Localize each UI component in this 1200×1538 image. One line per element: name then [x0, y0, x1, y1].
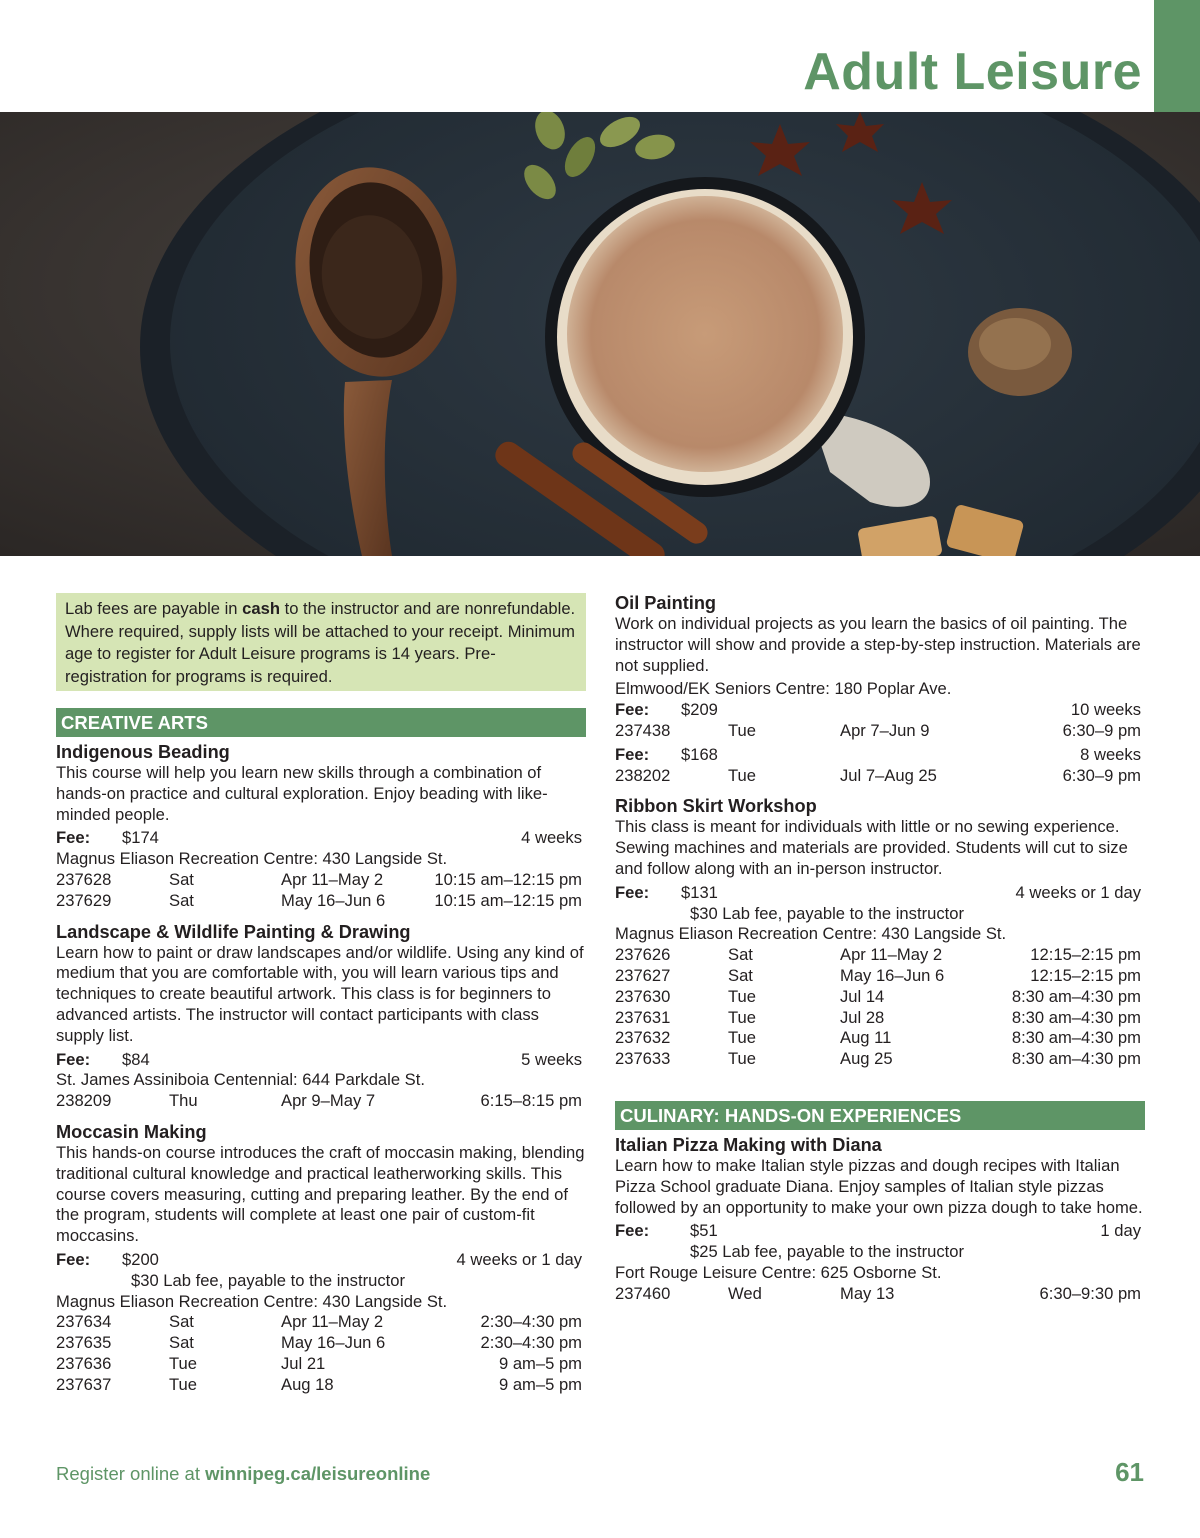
session-time: 12:15–2:15 pm: [1030, 945, 1141, 965]
course-code: 237635: [56, 1333, 112, 1353]
course-description: Learn how to make Italian style pizzas and dough recipes with Italian Pizza School graduate Diana. Enjoy samples of Italian style pizzas followed by an opportunity to make your own pizza dough to take home.: [615, 1155, 1143, 1217]
session-day: Sat: [169, 1333, 194, 1353]
course-code: 237633: [615, 1049, 671, 1069]
session-time: 8:30 am–4:30 pm: [1011, 986, 1141, 1006]
duration: 10 weeks: [1070, 700, 1141, 720]
course-title: Italian Pizza Making with Diana: [615, 1134, 882, 1155]
fee-amount: $84: [122, 1049, 150, 1069]
session-row: [56, 1312, 586, 1333]
session-day: Tue: [728, 765, 756, 785]
fee-amount: $209: [681, 700, 718, 720]
fee-row: [615, 1221, 1145, 1242]
fee-label: Fee:: [615, 700, 650, 720]
fee-row: [56, 828, 586, 849]
fee-row: [56, 1050, 586, 1071]
session-row: [615, 721, 1145, 742]
session-time: 6:15–8:15 pm: [480, 1091, 582, 1111]
course-code: 238209: [56, 1091, 112, 1111]
session-dates: May 13: [840, 1283, 895, 1303]
session-dates: Aug 11: [840, 1028, 892, 1048]
fee-row: [56, 1250, 586, 1271]
session-day: Tue: [728, 1049, 756, 1069]
fee-label: Fee:: [56, 1049, 91, 1069]
lab-fee: $30 Lab fee, payable to the instructor: [690, 903, 964, 923]
fee-amount: $51: [690, 1221, 718, 1241]
fee-amount: $131: [681, 882, 718, 902]
session-day: Tue: [728, 1007, 756, 1027]
right-column: [615, 592, 1145, 1314]
location: Fort Rouge Leisure Centre: 625 Osborne St.: [615, 1262, 942, 1282]
left-column: [56, 592, 586, 1405]
session-time: 8:30 am–4:30 pm: [1011, 1007, 1141, 1027]
duration: 4 weeks or 1 day: [1015, 882, 1141, 902]
location: Magnus Eliason Recreation Centre: 430 Langside St.: [56, 1291, 448, 1311]
duration: 4 weeks or 1 day: [456, 1249, 582, 1269]
session-time: 6:30–9:30 pm: [1039, 1283, 1141, 1303]
session-row: [615, 1049, 1145, 1070]
session-day: Tue: [169, 1353, 197, 1373]
course-title: Moccasin Making: [56, 1121, 207, 1142]
course-title: Indigenous Beading: [56, 742, 230, 762]
session-row: [615, 1008, 1145, 1029]
fee-row: [615, 700, 1145, 721]
course-description: Learn how to paint or draw landscapes and/or wildlife. Using any kind of medium that you are comfortable with, you will learn various tips and techniques to create beautiful artwork. This class is for beginners to advanced artists. The instructor will contact participants with class supply list.: [56, 942, 584, 1045]
lab-fee: $25 Lab fee, payable to the instructor: [690, 1242, 964, 1262]
header-accent-tab: [1154, 0, 1200, 112]
session-row: [615, 966, 1145, 987]
session-time: 2:30–4:30 pm: [480, 1312, 582, 1332]
hero-image: [0, 112, 1200, 556]
page-title: Adult Leisure: [803, 43, 1142, 101]
footer-register: [56, 1463, 430, 1485]
session-dates: Apr 11–May 2: [840, 945, 943, 965]
session-time: 2:30–4:30 pm: [480, 1333, 582, 1353]
fee-row: [615, 745, 1145, 766]
lab-fee: $30 Lab fee, payable to the instructor: [131, 1270, 405, 1290]
session-day: Sat: [169, 869, 194, 889]
session-dates: Aug 18: [281, 1374, 334, 1394]
footer-register-text: Register online at: [56, 1463, 206, 1484]
section-header-culinary: CULINARY: HANDS-ON EXPERIENCES: [615, 1101, 1145, 1130]
session-time: 6:30–9 pm: [1062, 720, 1141, 740]
course-code: 237460: [615, 1283, 671, 1303]
duration: 1 day: [1100, 1221, 1141, 1241]
location: St. James Assiniboia Centennial: 644 Parkdale St.: [56, 1070, 425, 1090]
course-italian-pizza: [615, 1134, 1145, 1305]
session-dates: Aug 25: [840, 1049, 893, 1069]
course-code: 237636: [56, 1353, 112, 1373]
session-dates: Apr 11–May 2: [281, 1312, 384, 1332]
session-time: 8:30 am–4:30 pm: [1011, 1028, 1141, 1048]
fee-row: [615, 883, 1145, 904]
course-landscape-painting: [56, 921, 586, 1112]
session-row: [615, 766, 1145, 787]
course-code: 237627: [615, 965, 671, 985]
location: Magnus Eliason Recreation Centre: 430 Langside St.: [615, 924, 1007, 944]
course-code: 237628: [56, 869, 112, 889]
session-day: Tue: [728, 986, 756, 1006]
course-code: 237631: [615, 1007, 671, 1027]
session-dates: Jul 28: [840, 1007, 885, 1027]
session-day: Sat: [728, 945, 753, 965]
course-code: 237632: [615, 1028, 671, 1048]
register-link[interactable]: winnipeg.ca/leisureonline: [205, 1463, 431, 1484]
fee-amount: $200: [122, 1249, 159, 1269]
session-dates: May 16–Jun 6: [281, 1333, 386, 1353]
course-ribbon-skirt: [615, 795, 1145, 1070]
course-code: 237634: [56, 1312, 112, 1332]
session-row: [56, 1091, 586, 1112]
course-description: Work on individual projects as you learn the basics of oil painting. The instructor will show and provide a step-by-step instruction. Materials are not supplied.: [615, 614, 1141, 675]
course-code: 237630: [615, 986, 671, 1006]
location: Elmwood/EK Seniors Centre: 180 Poplar Ave.: [615, 679, 952, 699]
fee-label: Fee:: [56, 828, 91, 848]
session-row: [56, 891, 586, 912]
course-title: Ribbon Skirt Workshop: [615, 796, 817, 817]
session-row: [615, 1028, 1145, 1049]
session-dates: Jul 21: [281, 1353, 326, 1373]
course-code: 237637: [56, 1374, 112, 1394]
fee-label: Fee:: [615, 1221, 650, 1241]
session-dates: Jul 14: [840, 986, 885, 1006]
course-code: 237626: [615, 945, 671, 965]
session-row: [615, 1284, 1145, 1305]
session-time: 10:15 am–12:15 pm: [434, 890, 582, 910]
course-indigenous-beading: [56, 741, 586, 912]
session-day: Wed: [728, 1283, 762, 1303]
session-day: Tue: [169, 1374, 197, 1394]
session-day: Sat: [169, 890, 194, 910]
session-dates: May 16–Jun 6: [281, 890, 386, 910]
lab-fee-note: Lab fees are payable in cash to the instructor and are nonrefundable. Where required, supply lists will be attached to your receipt. Minimum age to register for Adult Leisure programs is 14 years. Pre-registration for programs is required.: [56, 593, 586, 691]
session-dates: May 16–Jun 6: [840, 965, 945, 985]
session-dates: Apr 7–Jun 9: [840, 720, 930, 740]
session-row: [56, 870, 586, 891]
session-day: Tue: [728, 1028, 756, 1048]
fee-label: Fee:: [615, 882, 650, 902]
session-row: [615, 987, 1145, 1008]
session-day: Sat: [169, 1312, 194, 1332]
session-time: 9 am–5 pm: [498, 1374, 582, 1394]
course-code: 237438: [615, 720, 671, 740]
fee-amount: $174: [122, 828, 159, 848]
course-description: This course will help you learn new skills through a combination of hands-on practice and cultural exploration. Enjoy beading with like-minded people.: [56, 763, 548, 824]
session-row: [615, 945, 1145, 966]
session-dates: Jul 7–Aug 25: [840, 765, 937, 785]
page-number: 61: [1115, 1457, 1144, 1487]
course-oil-painting: [615, 592, 1145, 786]
session-day: Sat: [728, 965, 753, 985]
session-time: 8:30 am–4:30 pm: [1011, 1049, 1141, 1069]
fee-label: Fee:: [56, 1249, 91, 1269]
course-description: This class is meant for individuals with little or no sewing experience. Sewing machines and materials are provided. Students will cut to size and follow along with an in-person instructor.: [615, 817, 1128, 878]
session-day: Tue: [728, 720, 756, 740]
section-header-creative-arts: CREATIVE ARTS: [56, 708, 586, 737]
session-time: 6:30–9 pm: [1062, 765, 1141, 785]
course-description: This hands-on course introduces the craft of moccasin making, blending traditional cultural knowledge and practical leatherworking skills. This course covers measuring, cutting and preparing leather. By the end of the program, students will complete at least one pair of custom-fit moccasins.: [56, 1142, 585, 1246]
session-time: 12:15–2:15 pm: [1030, 965, 1141, 985]
course-moccasin-making: [56, 1121, 586, 1396]
location: Magnus Eliason Recreation Centre: 430 Langside St.: [56, 849, 448, 869]
duration: 8 weeks: [1080, 744, 1141, 764]
fee-amount: $168: [681, 744, 718, 764]
session-row: [56, 1354, 586, 1375]
session-day: Thu: [169, 1091, 198, 1111]
course-code: 237629: [56, 890, 112, 910]
session-dates: Apr 9–May 7: [281, 1091, 376, 1111]
session-time: 9 am–5 pm: [498, 1353, 582, 1373]
session-row: [56, 1333, 586, 1354]
duration: 4 weeks: [521, 828, 582, 848]
fee-label: Fee:: [615, 744, 650, 764]
session-dates: Apr 11–May 2: [281, 869, 384, 889]
course-title: Landscape & Wildlife Painting & Drawing: [56, 921, 411, 942]
session-row: [56, 1375, 586, 1396]
duration: 5 weeks: [521, 1049, 582, 1069]
course-code: 238202: [615, 765, 671, 785]
session-time: 10:15 am–12:15 pm: [434, 869, 582, 889]
course-title: Oil Painting: [615, 593, 717, 613]
